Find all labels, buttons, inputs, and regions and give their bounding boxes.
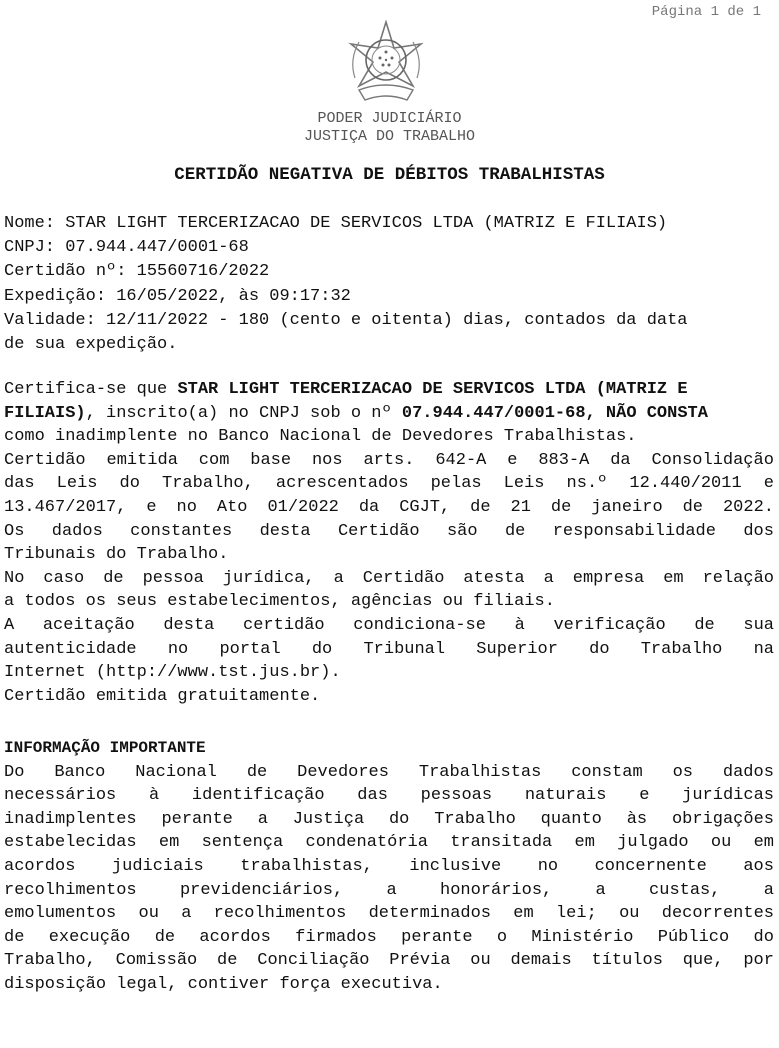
certification-body [4,378,774,708]
body-text: , inscrito(a) no CNPJ sob o nº [85,403,392,423]
body-line: 13.467/2017, e no Ato 01/2022 da CGJT, de 21 de janeiro de 2022. [4,497,774,517]
name-line: Nome: STAR LIGHT TERCERIZACAO DE SERVICOS LTDA (MATRIZ E FILIAIS) [4,214,668,233]
page-number: Página 1 de 1 [651,4,761,20]
validity-line-cont: de sua expedição. [4,334,178,354]
issue-date-line: Expedição: 16/05/2022, às 09:17:32 [4,286,351,306]
body-line: das Leis do Trabalho, acrescentados pelas Leis ns.º 12.440/2011 e [4,474,774,494]
header-line-1: PODER JUDICIÁRIO [317,110,462,127]
document-title: CERTIDÃO NEGATIVA DE DÉBITOS TRABALHISTAS [174,165,605,185]
body-line: Tribunais do Trabalho. [4,545,229,565]
body-line [4,378,774,402]
company-name-bold: STAR LIGHT TERCERIZACAO DE SERVICOS LTDA (MATRIZ E [177,380,688,399]
coat-of-arms-icon [343,20,429,106]
body-line: a todos os seus estabelecimentos, agências ou filiais. [4,592,555,612]
body-line: A aceitação desta certidão condiciona-se à verificação de sua [4,615,774,635]
header-line-2: JUSTIÇA DO TRABALHO [303,128,476,145]
info-line: recolhimentos previdenciários, a honorários, a custas, a [4,880,774,900]
info-line: emolumentos ou a recolhimentos determinados em lei; ou decorrentes [4,904,774,924]
cnpj-status-bold: 07.944.447/0001-68, NÃO CONSTA [401,403,708,423]
company-name-bold-cont: FILIAIS) [4,403,86,423]
body-line: como inadimplente no Banco Nacional de Devedores Trabalhistas. [4,427,637,447]
info-line: de execução de acordos firmados perante o Ministério Público do [4,927,774,947]
important-information [4,737,774,997]
info-line: Trabalho, Comissão de Conciliação Prévia ou demais títulos que, por [4,951,774,971]
body-text: Certifica-se que [4,380,168,399]
cnpj-line: CNPJ: 07.944.447/0001-68 [4,238,249,258]
body-line: Internet (http://www.tst.jus.br). [4,663,341,683]
issuer-header [0,110,779,146]
identification-block [4,212,776,357]
validity-line: Validade: 12/11/2022 - 180 (cento e oitenta) dias, contados da data [4,310,688,330]
info-line: necessários à identificação das pessoas naturais e jurídicas [4,786,774,806]
info-line: estabelecidas em sentença condenatória transitada em julgado ou em [4,833,774,853]
info-line: Do Banco Nacional de Devedores Trabalhistas constam os dados [4,762,774,782]
body-line: autenticidade no portal do Tribunal Superior do Trabalho na [4,639,774,659]
info-line: acordos judiciais trabalhistas, inclusive no concernente aos [4,856,774,876]
info-heading: INFORMAÇÃO IMPORTANTE [4,739,206,757]
info-line: inadimplentes perante a Justiça do Trabalho quanto às obrigações [4,809,774,829]
body-line: Certidão emitida gratuitamente. [4,686,321,706]
certificate-number-line: Certidão nº: 15560716/2022 [4,262,270,282]
body-line [4,402,774,426]
body-line: Certidão emitida com base nos arts. 642-A e 883-A da Consolidação [4,450,774,470]
body-line: Os dados constantes desta Certidão são de responsabilidade dos [4,521,774,541]
body-line: No caso de pessoa jurídica, a Certidão atesta a empresa em relação [4,568,774,588]
info-line: disposição legal, contiver força executiva. [4,974,443,994]
